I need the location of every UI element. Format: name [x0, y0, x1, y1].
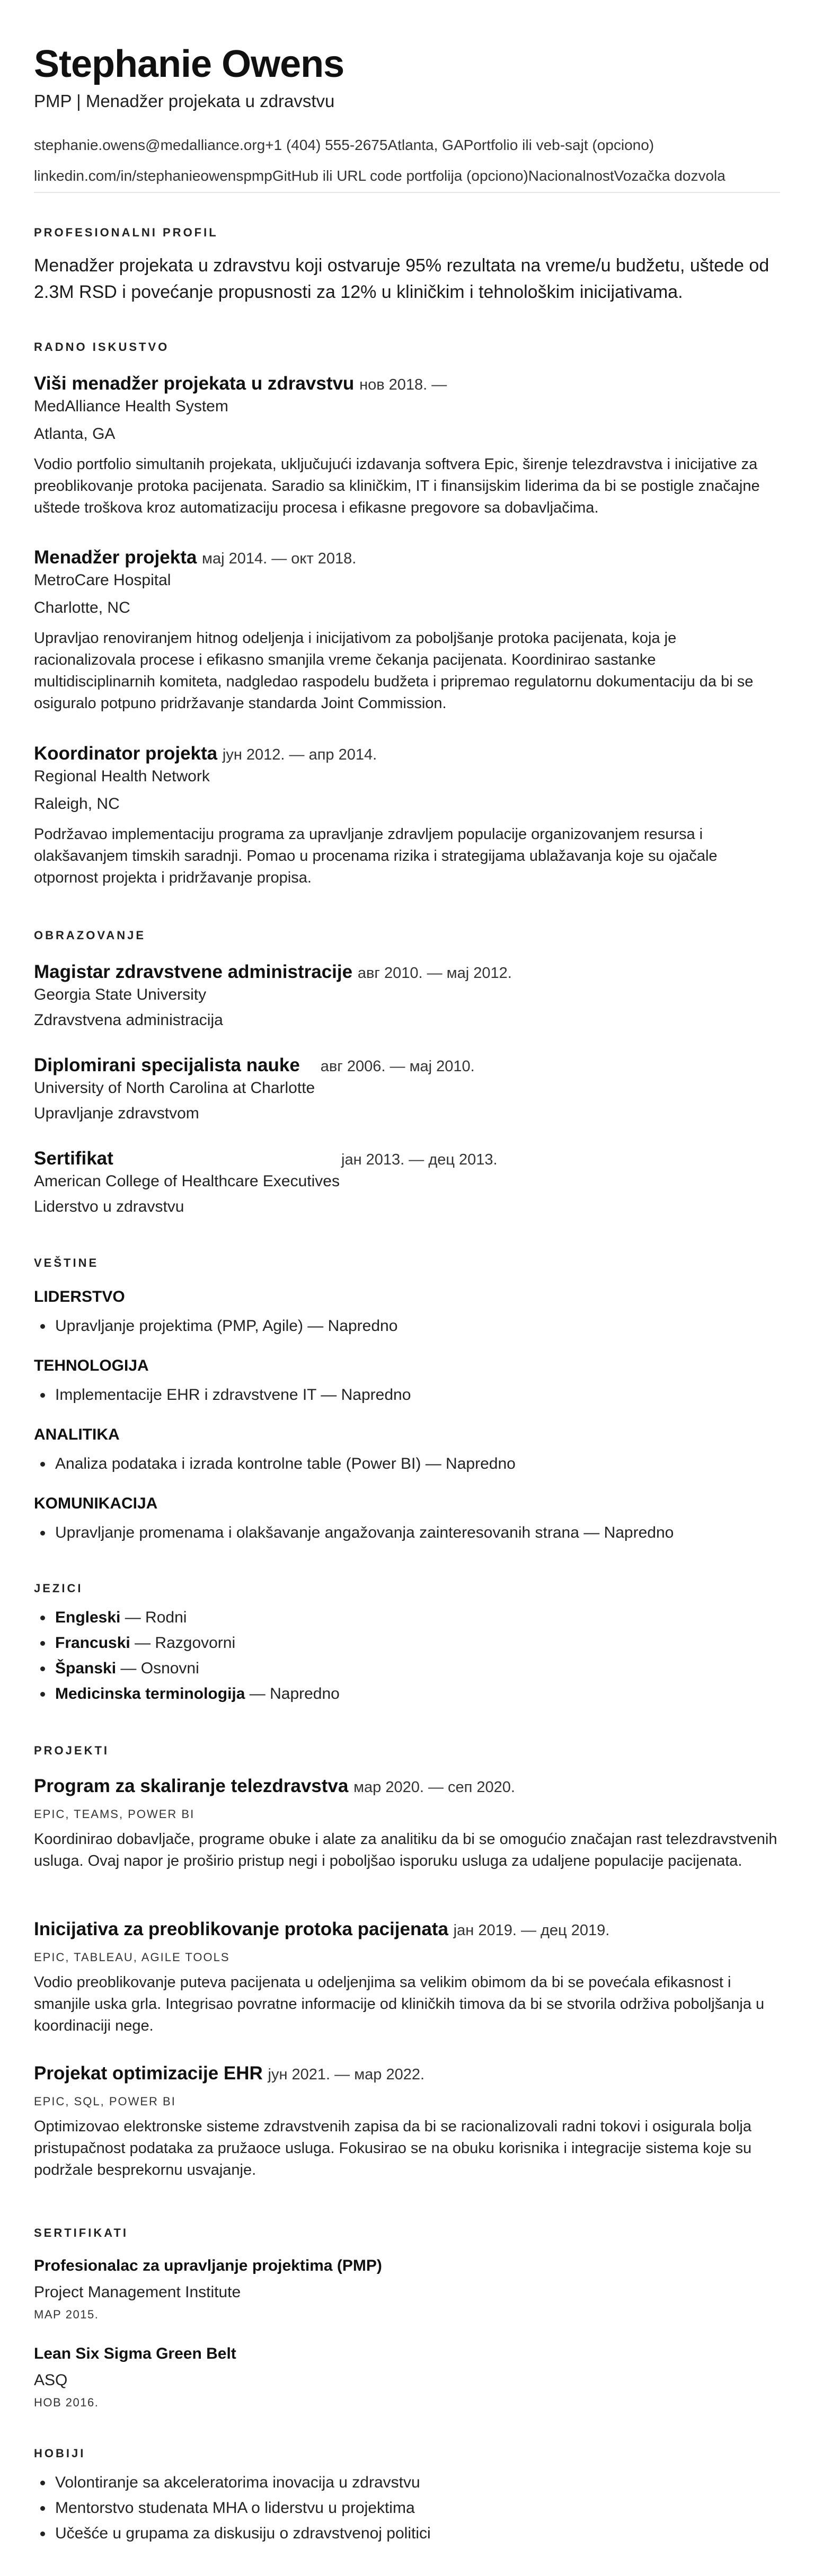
skill-list [34, 1451, 780, 1477]
skill-list [34, 1520, 780, 1546]
contact-row-1 [34, 137, 780, 154]
field-of-study: Liderstvo u zdravstvu [34, 1198, 184, 1215]
skill-group [34, 1288, 780, 1339]
project-name: Program za skaliranje telezdravstva [34, 1776, 349, 1796]
certification-issuer: Project Management Institute [34, 2283, 241, 2301]
skill-group [34, 1495, 780, 1546]
field-of-study: Upravljanje zdravstvom [34, 1105, 199, 1122]
education-entry [34, 1148, 780, 1216]
job-title: Viši menadžer projekata u zdravstvu [34, 373, 355, 394]
employer: Regional Health Network [34, 767, 210, 785]
skill-group [34, 1357, 780, 1408]
school: Georgia State University [34, 986, 207, 1003]
education-dates: авг 2010. — мај 2012. [357, 965, 512, 982]
certification-date: НОВ 2016. [34, 2396, 99, 2409]
project-tags: EPIC, TABLEAU, AGILE TOOLS [34, 1951, 230, 1964]
section-title-projects: PROJEKTI [34, 1744, 110, 1757]
degree-line [34, 1055, 780, 1076]
location: Atlanta, GA [387, 137, 464, 153]
certification-name: Profesionalac za upravljanje projektima (PMP) [34, 2257, 382, 2274]
skill-item: Analiza podataka i izrada kontrolne table (Power BI) — Napredno [34, 1451, 780, 1477]
project-entry [34, 2063, 780, 2181]
job-title-line [34, 547, 780, 568]
education-dates: авг 2006. — мај 2010. [320, 1058, 475, 1075]
language-name: Engleski [55, 1609, 121, 1626]
hobby-item: Učešće u grupama za diskusiju o zdravstvenoj politici [34, 2521, 780, 2546]
hobby-item: Mentorstvo studenata MHA o liderstvu u projektima [34, 2495, 780, 2521]
employer: MetroCare Hospital [34, 571, 171, 589]
section-title-hobbies: HOBIJI [34, 2447, 86, 2460]
email-link[interactable]: stephanie.owens@medalliance.org [34, 137, 266, 153]
school: University of North Carolina at Charlotte [34, 1079, 315, 1097]
field-of-study: Zdravstvena administracija [34, 1011, 223, 1029]
language-level: — Razgovorni [130, 1634, 236, 1652]
project-name: Inicijativa za preoblikovanje protoka pacijenata [34, 1919, 448, 1939]
job-title: Menadžer projekta [34, 547, 197, 568]
project-tags: EPIC, SQL, POWER BI [34, 2095, 176, 2108]
candidate-title: PMP | Menadžer projekata u zdravstvu [34, 91, 335, 111]
education-dates: јан 2013. — дец 2013. [341, 1151, 498, 1168]
phone-number[interactable]: +1 (404) 555-2675 [265, 137, 388, 153]
degree-line [34, 1148, 780, 1169]
job-description: Upravljao renoviranjem hitnog odeljenja i inicijativom za poboljšanje protoka pacijenata, koja je racionalizovala procese i efikasno smanjila vreme čekanja pacijenata. Koordinirao sastanke multidisciplinarnih komiteta, nadgledao raspodelu budžeta i pripremao regulatornu dokumentaciju da bi se osiguralo potpuno pridržavanje standarda Joint Commission. [34, 630, 754, 712]
nationality: Nacionalnost [528, 167, 614, 184]
degree: Diplomirani specijalista nauke [34, 1055, 300, 1075]
candidate-name: Stephanie Owens [34, 43, 344, 85]
project-title-line [34, 1919, 780, 1940]
project-description: Koordinirao dobavljače, programe obuke i alate za analitiku da bi se omogućio značajan rast telezdravstvenih usluga. Ovaj napor je proširio pristup negi i poboljšao isporuku usluga za udaljene populacije pacijenata. [34, 1831, 777, 1869]
degree: Magistar zdravstvene administracije [34, 961, 353, 982]
project-description: Vodio preoblikovanje puteva pacijenata u odeljenjima sa velikim obimom da bi se povećala efikasnost i smanjile uska grla. Integrisao povratne informacije od kliničkih timova da bi se stvorila održiva poboljšanja u koordinaciji nege. [34, 1974, 765, 2034]
job-title-line [34, 373, 780, 394]
skill-category: ANALITIKA [34, 1426, 120, 1443]
job-dates: мај 2014. — окт 2018. [202, 550, 357, 567]
section-title-experience: RADNO ISKUSTVO [34, 340, 170, 354]
language-level: — Osnovni [116, 1660, 199, 1677]
profile-summary: Menadžer projekata u zdravstvu koji ostvaruje 95% rezultata na vreme/u budžetu, uštede od 2.3M RSD i povećanje propusnosti za 12% u kliničkim i tehnološkim inicijativama. [34, 255, 769, 302]
experience-entry [34, 743, 780, 889]
project-name: Projekat optimizacije EHR [34, 2063, 263, 2084]
certification-name: Lean Six Sigma Green Belt [34, 2345, 236, 2362]
job-title-line [34, 743, 780, 764]
section-title-profile: PROFESIONALNI PROFIL [34, 226, 218, 239]
certification-entry [34, 2257, 780, 2322]
skill-item: Upravljanje projektima (PMP, Agile) — Napredno [34, 1313, 780, 1339]
project-description: Optimizovao elektronske sisteme zdravstvenih zapisa da bi se racionalizovali radni tokovi i osigurala bolja pristupačnost podataka za pružaoce usluga. Fokusirao se na obuku korisnika i integracije sistema koje su podržale besprekornu usvajanje. [34, 2118, 752, 2178]
skill-item: Upravljanje promenama i olakšavanje angažovanja zainteresovanih strana — Napredno [34, 1520, 780, 1546]
section-title-languages: JEZICI [34, 1582, 83, 1595]
language-list [34, 1605, 780, 1707]
project-entry [34, 1919, 780, 2037]
section-title-skills: VEŠTINE [34, 1256, 99, 1269]
hobby-list [34, 2470, 780, 2546]
degree: Sertifikat [34, 1148, 113, 1169]
portfolio-link[interactable]: Portfolio ili veb-sajt (opciono) [463, 137, 654, 153]
skill-group [34, 1426, 780, 1477]
job-dates: јун 2012. — апр 2014. [222, 746, 377, 763]
section-title-certifications: SERTIFIKATI [34, 2226, 129, 2239]
job-location: Raleigh, NC [34, 795, 120, 813]
language-name: Medicinska terminologija [55, 1685, 245, 1702]
degree-line [34, 961, 780, 983]
skill-category: LIDERSTVO [34, 1288, 125, 1305]
language-name: Francuski [55, 1634, 130, 1652]
skill-category: KOMUNIKACIJA [34, 1495, 158, 1512]
project-dates: јан 2019. — дец 2019. [453, 1922, 610, 1939]
skill-list [34, 1382, 780, 1408]
education-entry [34, 1055, 780, 1123]
hobby-item: Volontiranje sa akceleratorima inovacija u zdravstvu [34, 2470, 780, 2495]
language-item [34, 1656, 780, 1681]
language-level: — Rodni [120, 1609, 187, 1626]
project-title-line [34, 2063, 780, 2084]
language-name: Španski [55, 1660, 117, 1677]
job-location: Atlanta, GA [34, 425, 116, 443]
project-entry [34, 1776, 780, 1872]
employer: MedAlliance Health System [34, 398, 228, 415]
github-link[interactable]: GitHub ili URL code portfolija (opciono) [272, 167, 528, 184]
job-description: Podržavao implementaciju programa za upravljanje zdravljem populacije organizovanjem resursa i olakšavanjem timskih saradnji. Pomaо u procenama rizika i strategijama ublažavanja koje su ojačale otpornost projekta i pridržavanje propisa. [34, 826, 718, 886]
skill-list [34, 1313, 780, 1339]
project-tags: EPIC, TEAMS, POWER BI [34, 1807, 195, 1821]
certification-issuer: ASQ [34, 2371, 68, 2389]
skill-item: Implementacije EHR i zdravstvene IT — Napredno [34, 1382, 780, 1408]
job-description: Vodio portfolio simultanih projekata, uključujući izdavanja softvera Epic, širenje telezdravstva i inicijative za preoblikovanje protoka pacijenata. Saradio sa kliničkim, IT i finansijskim liderima da bi se postigle značajne uštede troškova kroz automatizaciju procesa i efikasne pregovore sa dobavljačima. [34, 456, 760, 516]
language-item [34, 1681, 780, 1707]
language-level: — Napredno [245, 1685, 340, 1702]
project-title-line [34, 1776, 780, 1797]
experience-entry [34, 547, 780, 714]
language-item [34, 1605, 780, 1630]
job-dates: нов 2018. — [359, 376, 447, 393]
job-title: Koordinator projekta [34, 743, 218, 764]
school: American College of Healthcare Executives [34, 1172, 340, 1190]
job-location: Charlotte, NC [34, 599, 130, 616]
section-title-education: OBRAZOVANJE [34, 929, 146, 942]
certification-entry [34, 2345, 780, 2410]
skill-category: TEHNOLOGIJA [34, 1357, 149, 1374]
drivers-license: Vozačka dozvola [614, 167, 725, 184]
certification-date: МАР 2015. [34, 2308, 99, 2321]
linkedin-link[interactable]: linkedin.com/in/stephanieowenspmp [34, 167, 272, 184]
contact-row-2 [34, 167, 780, 193]
project-dates: мар 2020. — сеп 2020. [353, 1779, 515, 1796]
language-item [34, 1630, 780, 1656]
education-entry [34, 961, 780, 1029]
experience-entry [34, 373, 780, 519]
project-dates: јун 2021. — мар 2022. [268, 2066, 425, 2083]
